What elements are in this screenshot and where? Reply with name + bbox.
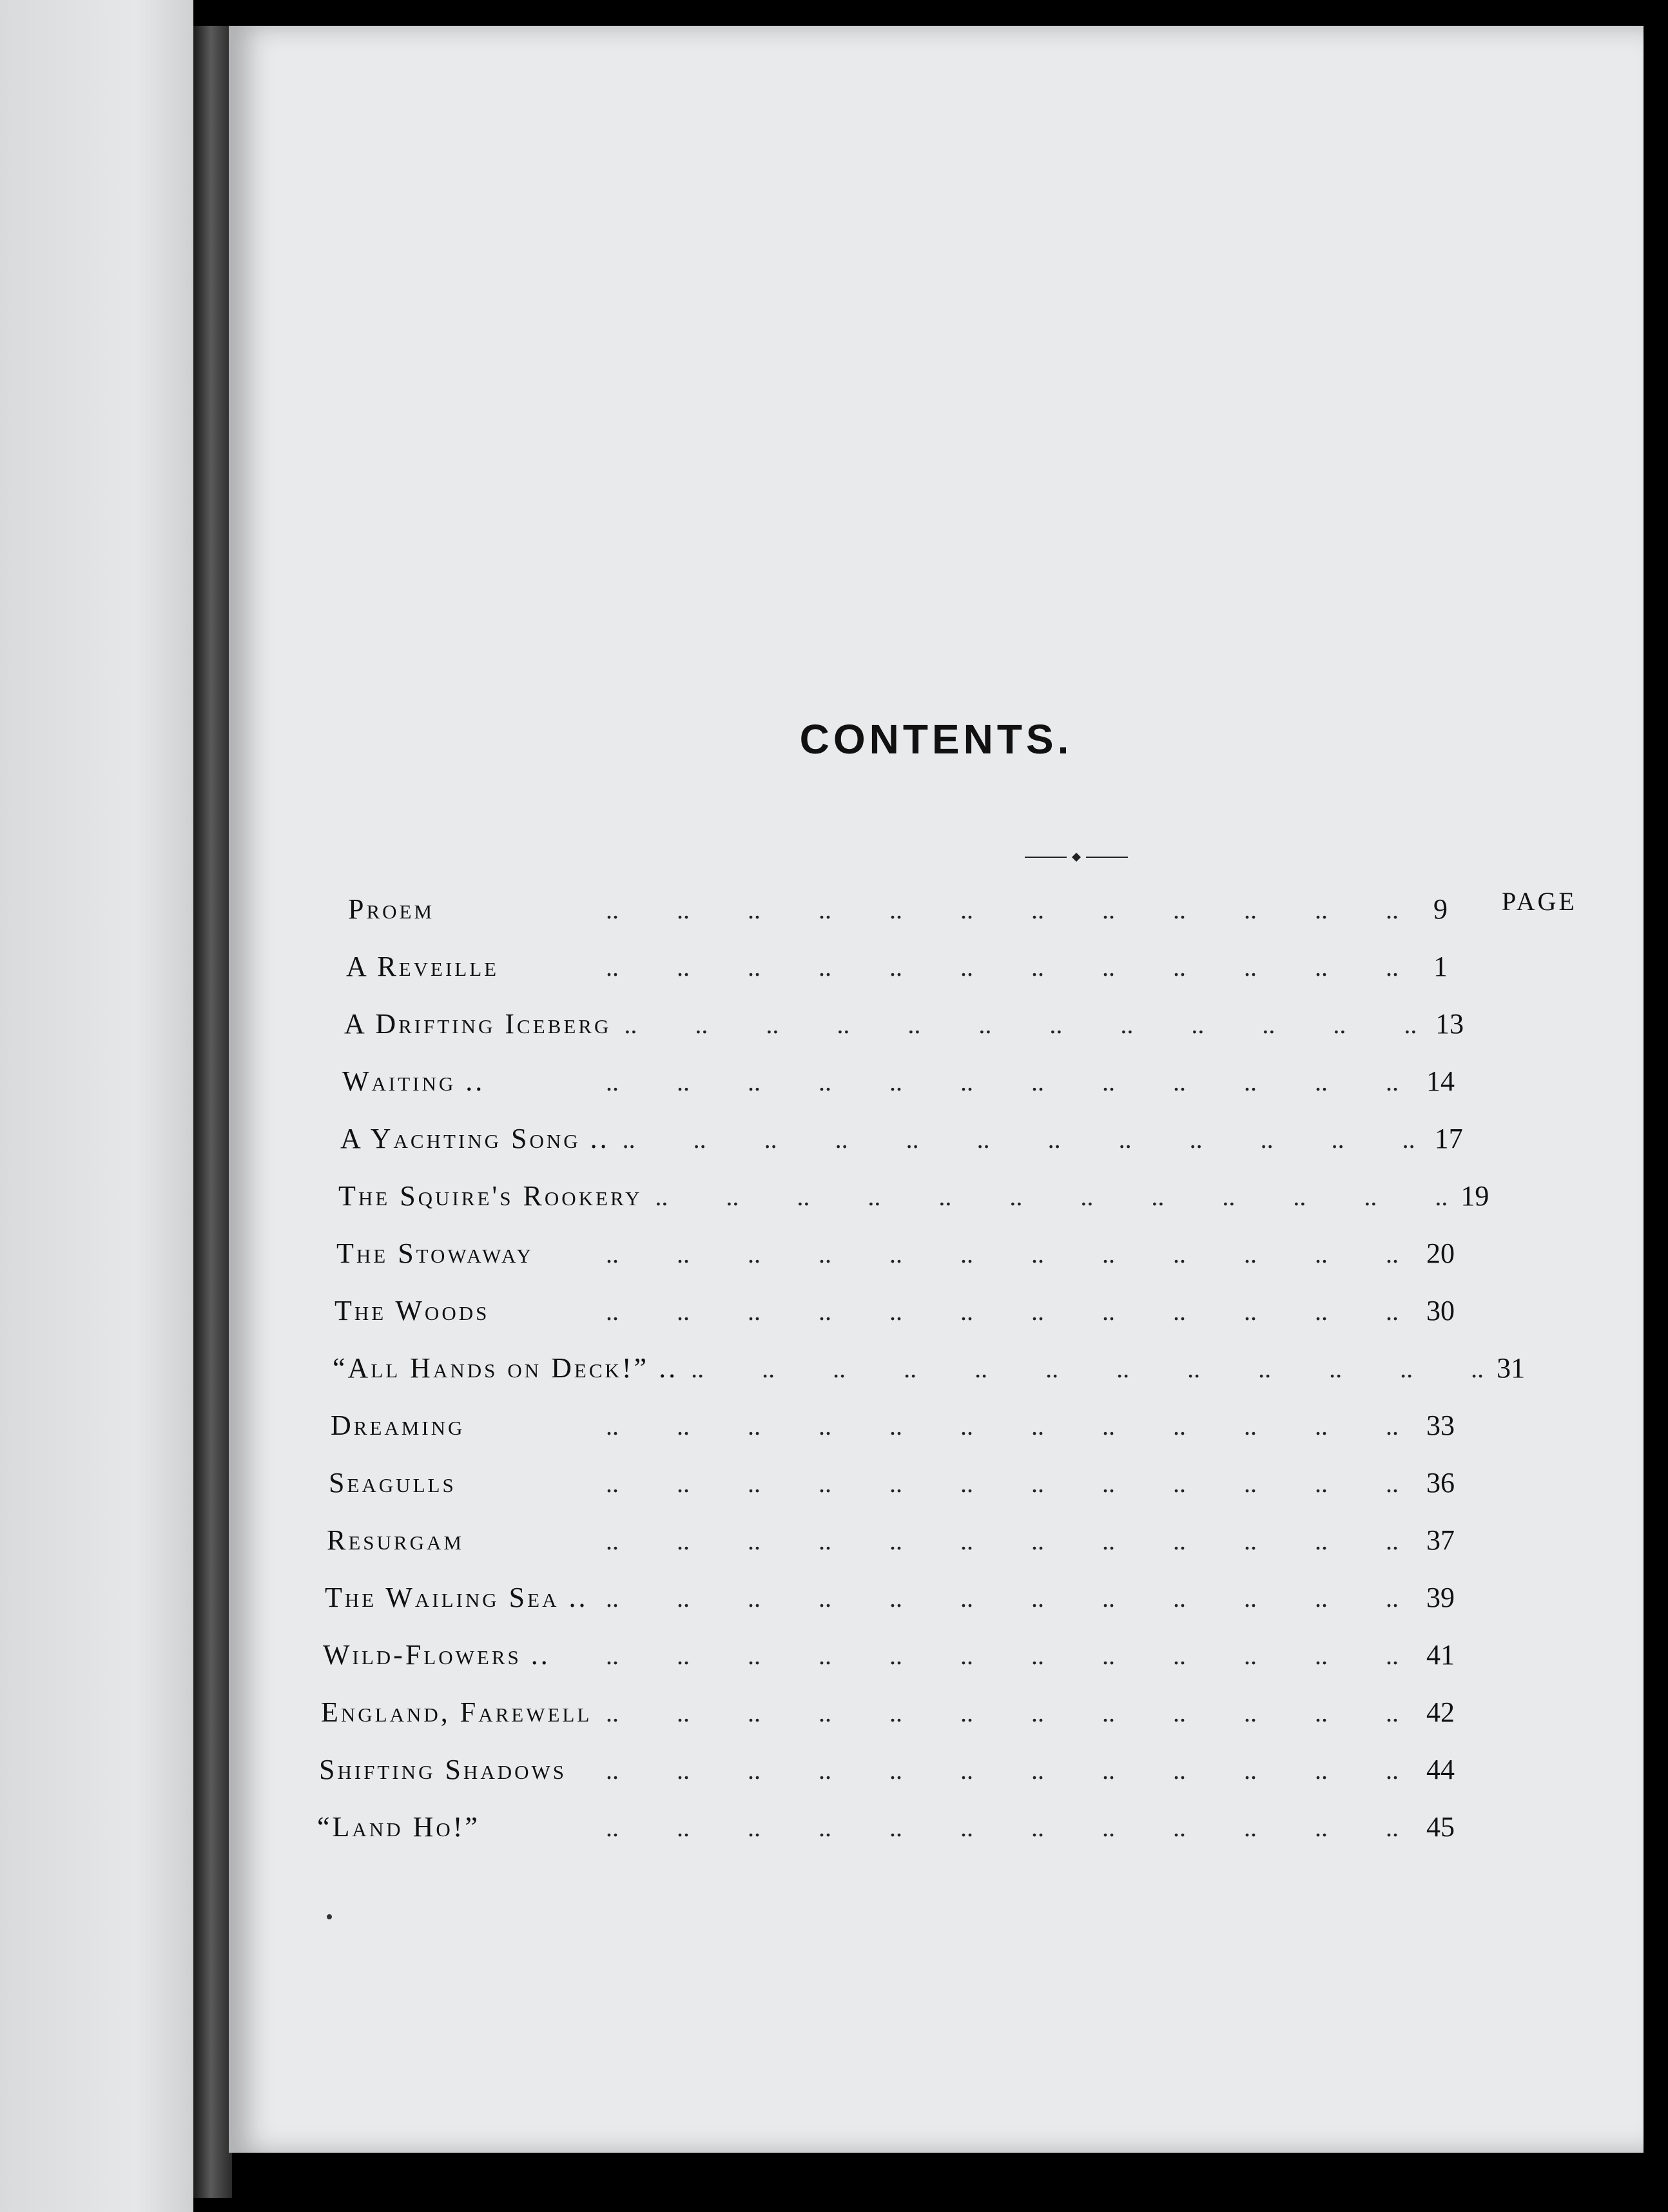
page-column-label: PAGE — [1502, 887, 1577, 916]
toc-entry — [319, 1753, 1469, 1798]
toc-leader-dots: .. .. .. .. .. .. .. .. .. .. .. .. — [606, 1067, 1399, 1096]
toc-entry-title: England, Farewell — [321, 1696, 592, 1728]
toc-entry-title: The Stowaway — [336, 1237, 534, 1269]
toc-entry-title: Seagulls — [329, 1467, 456, 1499]
contents-page — [229, 26, 1644, 2153]
toc-leader-dots: .. .. .. .. .. .. .. .. .. .. .. .. — [606, 1698, 1399, 1727]
toc-entry — [321, 1696, 1469, 1741]
toc-entry-page-number: 20 — [1426, 1237, 1455, 1269]
toc-entry-page-number: 17 — [1434, 1123, 1463, 1154]
toc-entry-page-number: 13 — [1435, 1008, 1464, 1040]
toc-entry-page-number: 44 — [1426, 1754, 1455, 1785]
toc-entry-page-number: 31 — [1497, 1352, 1526, 1384]
toc-leader-dots: .. .. .. .. .. .. .. .. .. .. .. .. — [606, 1526, 1399, 1555]
toc-entry-page-number: 42 — [1426, 1696, 1455, 1728]
toc-entry-page-number: 39 — [1426, 1582, 1455, 1613]
paper-speck — [327, 1914, 332, 1919]
book-gutter — [193, 26, 232, 2198]
toc-leader-dots: .. .. .. .. .. .. .. .. .. .. .. .. — [606, 1469, 1399, 1498]
toc-leader-dots: .. .. .. .. .. .. .. .. .. .. .. .. — [606, 1756, 1399, 1785]
toc-entry-title: A Reveille — [346, 951, 499, 982]
toc-entry — [346, 950, 1469, 995]
toc-entry-page-number: 41 — [1426, 1639, 1455, 1671]
toc-entry — [340, 1122, 1469, 1167]
toc-entry-page-number: 45 — [1426, 1811, 1455, 1843]
toc-entry — [348, 893, 1469, 938]
toc-entry-page-number: 36 — [1426, 1467, 1455, 1499]
toc-entry-page-number: 19 — [1460, 1180, 1489, 1212]
toc-entry-title: A Drifting Iceberg — [344, 1008, 612, 1040]
page-title: CONTENTS. — [799, 716, 1073, 762]
toc-entry — [331, 1409, 1469, 1454]
toc-entry-title: Shifting Shadows — [319, 1754, 567, 1785]
toc-entry-title: The Squire's Rookery — [338, 1180, 643, 1212]
toc-entry-title: “Land Ho!” — [317, 1811, 480, 1843]
toc-entry-title: A Yachting Song .. — [340, 1123, 610, 1154]
toc-entry-title: Wild-Flowers .. — [323, 1639, 550, 1671]
toc-leader-dots: .. .. .. .. .. .. .. .. .. .. .. .. — [655, 1182, 1448, 1211]
toc-entry — [344, 1007, 1469, 1053]
toc-entry-page-number: 14 — [1426, 1065, 1455, 1097]
toc-entry-title: The Woods — [335, 1295, 490, 1326]
toc-entry-title: Resurgam — [327, 1524, 464, 1556]
toc-leader-dots: .. .. .. .. .. .. .. .. .. .. .. .. — [691, 1354, 1484, 1383]
toc-entry-page-number: 30 — [1426, 1295, 1455, 1326]
toc-entry-page-number: 33 — [1426, 1410, 1455, 1441]
toc-entry — [327, 1524, 1469, 1569]
contents-list — [229, 26, 1644, 2153]
toc-entry — [317, 1810, 1469, 1856]
toc-entry — [329, 1466, 1469, 1511]
toc-entry — [342, 1065, 1469, 1110]
toc-entry-page-number: 9 — [1433, 893, 1448, 925]
toc-entry-title: “All Hands on Deck!” .. — [333, 1352, 679, 1384]
facing-page — [0, 0, 193, 2212]
toc-entry-title: Dreaming — [331, 1410, 465, 1441]
toc-entry — [336, 1237, 1469, 1282]
toc-leader-dots: .. .. .. .. .. .. .. .. .. .. .. .. — [622, 1125, 1415, 1154]
toc-leader-dots: .. .. .. .. .. .. .. .. .. .. .. .. — [606, 1412, 1399, 1441]
toc-entry — [335, 1294, 1469, 1339]
toc-entry-title: The Wailing Sea .. — [325, 1582, 588, 1613]
toc-entry-title: Proem — [348, 893, 435, 925]
toc-leader-dots: .. .. .. .. .. .. .. .. .. .. .. .. — [606, 1641, 1399, 1670]
toc-leader-dots: .. .. .. .. .. .. .. .. .. .. .. .. — [606, 1239, 1399, 1268]
toc-entry — [323, 1638, 1469, 1683]
toc-entry-page-number: 37 — [1426, 1524, 1455, 1556]
toc-entry-page-number: 1 — [1433, 951, 1448, 982]
toc-leader-dots: .. .. .. .. .. .. .. .. .. .. .. .. — [606, 953, 1399, 982]
toc-entry — [333, 1352, 1526, 1397]
toc-leader-dots: .. .. .. .. .. .. .. .. .. .. .. .. — [606, 1584, 1399, 1613]
toc-leader-dots: .. .. .. .. .. .. .. .. .. .. .. .. — [606, 895, 1399, 924]
toc-leader-dots: .. .. .. .. .. .. .. .. .. .. .. .. — [606, 1297, 1399, 1326]
toc-leader-dots: .. .. .. .. .. .. .. .. .. .. .. .. — [606, 1813, 1399, 1842]
toc-leader-dots: .. .. .. .. .. .. .. .. .. .. .. .. — [624, 1010, 1417, 1039]
toc-entry-title: Waiting .. — [342, 1065, 485, 1097]
toc-entry — [338, 1179, 1489, 1225]
toc-entry — [325, 1581, 1469, 1626]
